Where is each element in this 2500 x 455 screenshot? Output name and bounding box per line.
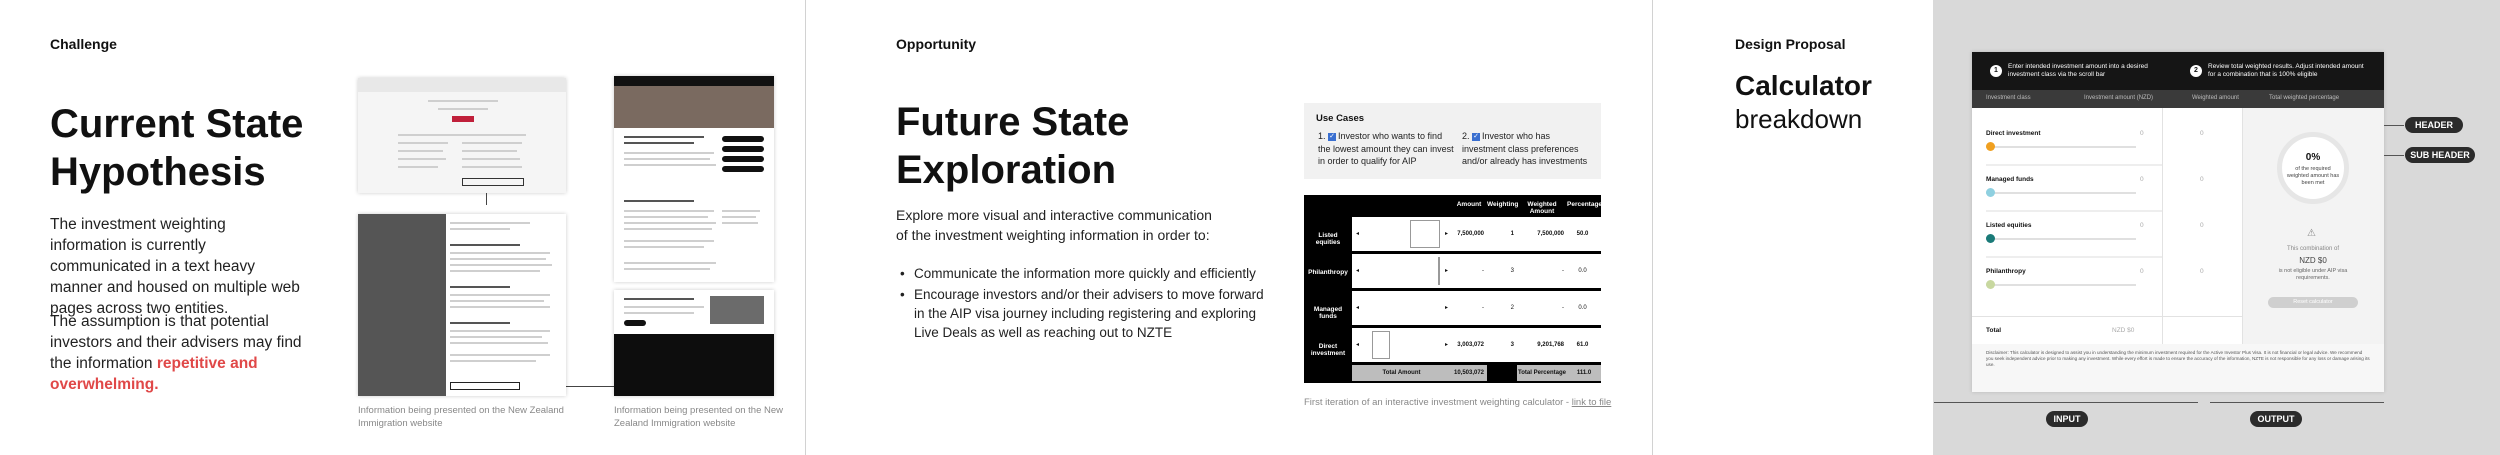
opportunity-caption bbox=[1304, 396, 1624, 409]
checkbox-icon: ✓ bbox=[1329, 132, 1335, 140]
calculator-mockup bbox=[1972, 52, 2384, 392]
row-label: Direct investment bbox=[1310, 343, 1346, 357]
use-cases-title: Use Cases bbox=[1316, 113, 1365, 124]
cell-pct: 0.0 bbox=[1567, 291, 1601, 325]
calculator-header bbox=[1972, 52, 2384, 90]
slider-cell[interactable]: ◂ ▸ bbox=[1352, 254, 1451, 288]
row-listed-equities: Listed equities bbox=[1986, 222, 2032, 229]
nz-immigration-screenshot-right-bottom bbox=[614, 290, 774, 396]
weighted-managed: 0 bbox=[2200, 176, 2204, 183]
slider-knob-philanthropy[interactable] bbox=[1986, 280, 1995, 289]
subheader-annotation: SUB HEADER bbox=[2405, 147, 2475, 163]
total-label: Total bbox=[1986, 327, 2002, 334]
row-label: Listed equities bbox=[1315, 232, 1341, 246]
warning-icon: ⚠ bbox=[2307, 228, 2316, 239]
use-cases-box bbox=[1304, 103, 1601, 179]
combo-label: This combination of bbox=[2286, 246, 2340, 252]
challenge-para2 bbox=[50, 311, 310, 395]
cell-pct: 50.0 bbox=[1567, 217, 1601, 251]
step-2-number: 2 bbox=[2190, 65, 2202, 77]
cell-weighted: 7,500,000 bbox=[1517, 217, 1567, 251]
weighted-direct: 0 bbox=[2200, 130, 2204, 137]
row-direct-investment: Direct investment bbox=[1986, 130, 2041, 137]
bullet-item: • Communicate the information more quickly and efficiently bbox=[898, 264, 1276, 283]
challenge-eyebrow: Challenge bbox=[50, 36, 117, 52]
col-total-weighted-pct: Total weighted percentage bbox=[2269, 95, 2340, 101]
divider-2 bbox=[1652, 0, 1653, 455]
challenge-para1: The investment weighting information is currently communicated in a text heavy manner and housed on multiple web pages across two entities. bbox=[50, 216, 300, 317]
cell-pct: 61.0 bbox=[1567, 328, 1601, 362]
para2-text: The assumption is that potential investors and their advisers may find the information bbox=[50, 313, 302, 372]
calculator-table bbox=[1304, 195, 1601, 383]
use-case-2-text: Investor who has investment class preferences and/or already has investments bbox=[1462, 131, 1588, 166]
col-weighted-amount: Weighted amount bbox=[2192, 95, 2239, 101]
checkbox-icon: ✓ bbox=[1473, 132, 1479, 140]
use-case-2: 2. ✓ Investor who has investment class preferences and/or already has investments bbox=[1462, 131, 1588, 166]
combo-note: is not eligible under AIP visa requirements. bbox=[2278, 268, 2348, 281]
cell-weighted: - bbox=[1517, 254, 1567, 288]
step-1-number: 1 bbox=[1990, 65, 2002, 77]
step-2-text: Review total weighted results. Adjust intended amount for a combination that is 100% eligible bbox=[2208, 63, 2364, 78]
slider-cell[interactable]: ◂ ▸ bbox=[1352, 217, 1451, 251]
proposal-title-bold: Calculator bbox=[1735, 70, 1872, 101]
slider-knob-direct[interactable] bbox=[1986, 142, 1995, 151]
caption-right: Information being presented on the New Zealand Immigration website bbox=[614, 405, 783, 429]
cell-pct: 0.0 bbox=[1567, 254, 1601, 288]
gauge-percent: 0% bbox=[2305, 152, 2321, 163]
cell-amount: 7,500,000 bbox=[1451, 217, 1487, 251]
th-weighted-amount: Weighted Amount bbox=[1527, 201, 1557, 215]
nz-immigration-screenshot-top bbox=[358, 78, 566, 193]
para2-highlight: repetitive and overwhelming. bbox=[50, 355, 258, 393]
total-pct-label: Total Percentage bbox=[1517, 365, 1567, 381]
opportunity-bullets bbox=[898, 264, 1276, 344]
divider-1 bbox=[805, 0, 806, 455]
weighted-philanthropy: 0 bbox=[2200, 268, 2204, 275]
amount-managed: 0 bbox=[2140, 176, 2144, 183]
amount-philanthropy: 0 bbox=[2140, 268, 2144, 275]
input-annotation: INPUT bbox=[2046, 411, 2088, 427]
cell-weighting: 3 bbox=[1487, 254, 1517, 288]
amount-direct: 0 bbox=[2140, 130, 2144, 137]
output-annotation: OUTPUT bbox=[2250, 411, 2302, 427]
col-investment-class: Investment class bbox=[1986, 95, 2031, 101]
reset-calculator-button[interactable]: Reset calculator bbox=[2268, 297, 2358, 308]
total-pct: 111.0 bbox=[1567, 365, 1601, 381]
step-1-text: Enter intended investment amount into a desired investment class via the scroll bar bbox=[2008, 63, 2148, 78]
cell-weighting: 1 bbox=[1487, 217, 1517, 251]
total-amount-label: Total Amount bbox=[1352, 365, 1451, 381]
cell-amount: - bbox=[1451, 254, 1487, 288]
th-percentage: Percentage bbox=[1567, 201, 1603, 208]
total-amount: 10,503,072 bbox=[1451, 365, 1487, 381]
slider-knob-managed[interactable] bbox=[1986, 188, 1995, 197]
header-annotation: HEADER bbox=[2405, 117, 2463, 133]
weighted-listed: 0 bbox=[2200, 222, 2204, 229]
disclaimer: Disclaimer: This calculator is designed to assist you in understanding the minimum investment required for the Active Investor Plus Visa. It is not financial or legal advice. We recommend you seek independent advice prior to making any investment. While every effort is made to ensure the accuracy of the information, NZTE is not responsible for any loss or damage arising its use. bbox=[1986, 350, 2370, 368]
caption-left: Information being presented on the New Zealand Immigration website bbox=[358, 405, 564, 429]
cell-amount: 3,003,072 bbox=[1451, 328, 1487, 362]
cell-weighting: 3 bbox=[1487, 328, 1517, 362]
cell-amount: - bbox=[1451, 291, 1487, 325]
challenge-title-line1: Current State bbox=[50, 102, 304, 146]
proposal-eyebrow: Design Proposal bbox=[1735, 36, 1846, 52]
challenge-title-line2: Hypothesis bbox=[50, 150, 266, 194]
row-managed-funds: Managed funds bbox=[1986, 176, 2034, 183]
nz-immigration-screenshot-bottom bbox=[358, 214, 566, 396]
combo-value: NZD $0 bbox=[2299, 256, 2327, 265]
slider-cell[interactable]: ◂ ▸ bbox=[1352, 328, 1451, 362]
gauge-text: of the required weighted amount has been met bbox=[2286, 166, 2340, 186]
use-case-1: 1. ✓ Investor who wants to find the lowest amount they can invest in order to qualify for AIP bbox=[1318, 131, 1454, 166]
cell-weighted: 9,201,768 bbox=[1517, 328, 1567, 362]
row-philanthropy: Philanthropy bbox=[1986, 268, 2026, 275]
opportunity-eyebrow: Opportunity bbox=[896, 36, 977, 52]
opportunity-intro: Explore more visual and interactive communication of the investment weighting information in order to: bbox=[896, 207, 1212, 243]
cell-weighting: 2 bbox=[1487, 291, 1517, 325]
use-case-1-text: Investor who wants to find the lowest amount they can invest in order to qualify for AIP bbox=[1318, 131, 1454, 166]
total-value: NZD $0 bbox=[2112, 327, 2135, 334]
th-amount: Amount bbox=[1456, 201, 1482, 208]
bullet-item: • Encourage investors and/or their advisers to move forward in the AIP visa journey including registering and exploring Live Deals as well as reaching out to NZTE bbox=[898, 285, 1276, 342]
row-label: Philanthropy bbox=[1308, 269, 1348, 276]
row-label: Managed funds bbox=[1313, 306, 1343, 320]
amount-listed: 0 bbox=[2140, 222, 2144, 229]
proposal-title-light: breakdown bbox=[1735, 104, 1863, 134]
slider-knob-listed[interactable] bbox=[1986, 234, 1995, 243]
col-investment-amount: Investment amount (NZD) bbox=[2084, 95, 2154, 101]
opportunity-title-line2: Exploration bbox=[896, 148, 1117, 192]
caption-text: First iteration of an interactive investment weighting calculator - bbox=[1304, 397, 1572, 408]
th-weighting: Weighting bbox=[1487, 201, 1519, 208]
nz-immigration-screenshot-right bbox=[614, 76, 774, 282]
opportunity-title-line1: Future State bbox=[896, 100, 1130, 144]
link-to-file[interactable]: link to file bbox=[1571, 397, 1612, 408]
slider-cell[interactable]: ◂ ▸ bbox=[1352, 291, 1451, 325]
cell-weighted: - bbox=[1517, 291, 1567, 325]
